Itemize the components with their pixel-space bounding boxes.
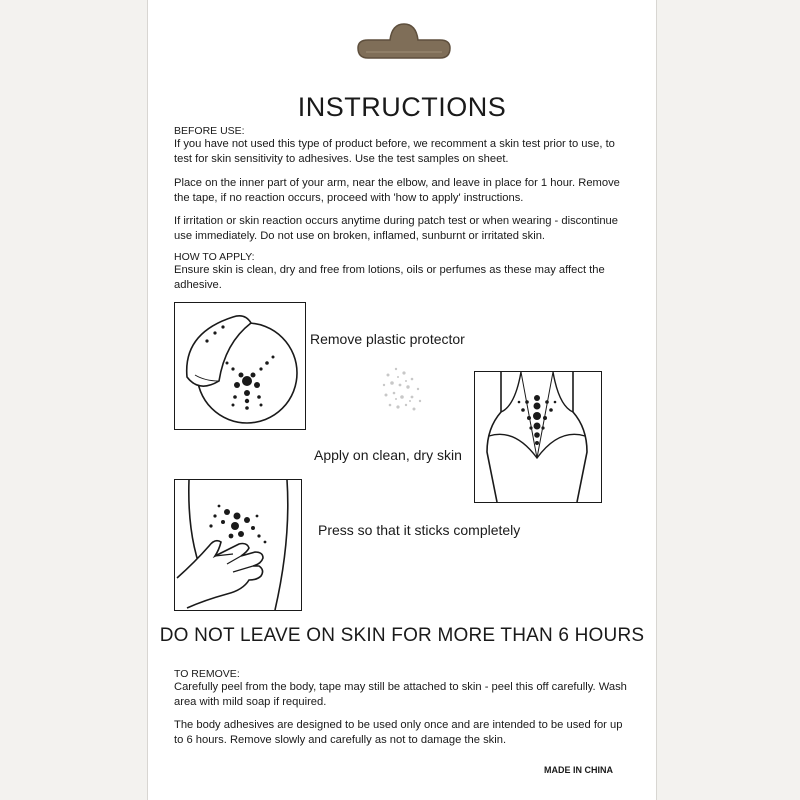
chest-application-illustration-icon (475, 372, 601, 502)
how-to-apply-heading: HOW TO APPLY: (174, 251, 255, 263)
to-remove-heading: TO REMOVE: (174, 668, 240, 680)
hang-hole-icon (356, 22, 452, 64)
step-2-caption: Apply on clean, dry skin (314, 447, 462, 463)
before-use-heading: BEFORE USE: (174, 125, 245, 137)
instruction-card (147, 0, 657, 800)
step-2-panel (474, 371, 602, 503)
made-in-label: MADE IN CHINA (544, 765, 613, 775)
before-use-paragraph-2: Place on the inner part of your arm, near the elbow, and leave in place for 1 hour. Remove the tape, if no reaction occurs, proceed with 'how to apply' instructions. (174, 177, 620, 204)
step-1-caption: Remove plastic protector (310, 331, 465, 347)
step-3-panel (174, 479, 302, 611)
step-3-caption: Press so that it sticks completely (318, 522, 521, 538)
how-to-apply-paragraph: Ensure skin is clean, dry and free from lotions, oils or perfumes as these may affect the adhesive. (174, 264, 605, 291)
to-remove-paragraph-2: The body adhesives are designed to be used only once and are intended to be used for up to 6 hours. Remove slowly and carefully as not to damage the skin. (174, 719, 623, 746)
peel-protector-illustration-icon (175, 303, 305, 429)
page-title: INSTRUCTIONS (297, 92, 507, 122)
warning-banner: DO NOT LEAVE ON SKIN FOR MORE THAN 6 HOURS (159, 625, 645, 646)
step-1-panel (174, 302, 306, 430)
glitter-sample-icon (368, 355, 436, 423)
before-use-paragraph-1: If you have not used this type of product before, we recomment a skin test prior to use, to test for skin sensitivity to adhesives. Use the test samples on sheet. (174, 138, 615, 165)
before-use-paragraph-3: If irritation or skin reaction occurs anytime during patch test or when wearing - discontinue use immediately. Do not use on broken, inflamed, sunburnt or irritated skin. (174, 215, 618, 242)
to-remove-paragraph-1: Carefully peel from the body, tape may still be attached to skin - peel this off carefully. Wash area with mild soap if required. (174, 681, 627, 708)
hand-press-illustration-icon (175, 480, 301, 610)
